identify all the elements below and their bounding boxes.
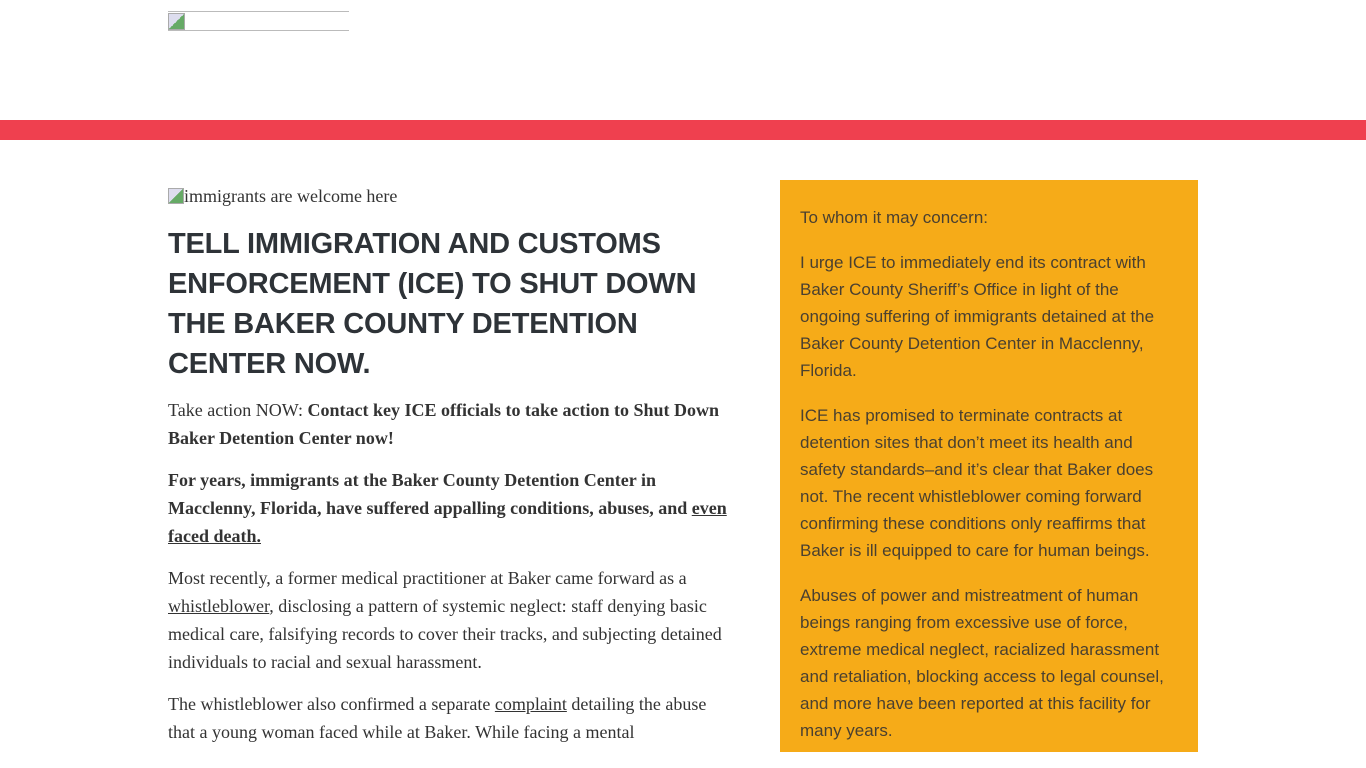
site-logo[interactable] xyxy=(168,11,349,31)
para2-text-a: Most recently, a former medical practitioner at Baker came forward as a xyxy=(168,568,687,588)
paragraph-1 xyxy=(168,466,733,550)
broken-image-icon xyxy=(168,13,185,30)
paragraph-3 xyxy=(168,690,733,746)
letter-paragraph: I urge ICE to immediately end its contract with Baker County Sheriff’s Office in light of the ongoing suffering of immigrants detained at the Baker County Detention Center in Macclenny, Florida. xyxy=(800,253,1155,380)
para2-text-b: , disclosing a pattern of systemic neglect: staff denying basic medical care, falsifying records to cover their tracks, and subjecting detained individuals to racial and sexual harassment. xyxy=(168,596,722,672)
hero-image xyxy=(168,182,733,210)
para3-text-b: detailing the abuse that a young woman faced while at Baker. While facing a mental xyxy=(168,694,707,742)
hero-image-alt: immigrants are welcome here xyxy=(184,185,398,206)
para1-text: For years, immigrants at the Baker County Detention Center in Macclenny, Florida, have suffered appalling conditions, abuses, and xyxy=(168,470,692,518)
letter-paragraph: ICE has promised to terminate contracts at detention sites that don’t meet its health and safety standards–and it’s clear that Baker does not. The recent whistleblower coming forward confirming these conditions only reaffirms that Baker is ill equipped to care for human beings. xyxy=(800,406,1154,560)
letter-salutation: To whom it may concern: xyxy=(800,208,989,227)
para3-text-a: The whistleblower also confirmed a separate xyxy=(168,694,495,714)
intro-paragraph xyxy=(168,396,733,452)
letter-box xyxy=(780,180,1198,752)
main-content xyxy=(168,182,733,746)
header-band xyxy=(0,120,1366,140)
letter-paragraph: Abuses of power and mistreatment of human beings ranging from excessive use of force, extreme medical neglect, racialized harassment and retaliation, blocking access to legal counsel, and more have been reported at this facility for many years. xyxy=(800,586,1164,740)
whistleblower-link[interactable]: whistleblower xyxy=(168,596,270,616)
intro-cta: Contact key ICE officials to take action to Shut Down Baker Detention Center now! xyxy=(168,400,720,448)
even-faced-death-link[interactable]: even faced death. xyxy=(168,498,727,546)
intro-prefix: Take action NOW: xyxy=(168,400,308,420)
paragraph-2 xyxy=(168,564,733,676)
complaint-link[interactable]: complaint xyxy=(494,694,567,714)
broken-image-icon xyxy=(168,188,184,204)
page-title: TELL IMMIGRATION AND CUSTOMS ENFORCEMENT (ICE) TO SHUT DOWN THE BAKER COUNTY DETENTION CENTER NOW. xyxy=(168,228,697,380)
